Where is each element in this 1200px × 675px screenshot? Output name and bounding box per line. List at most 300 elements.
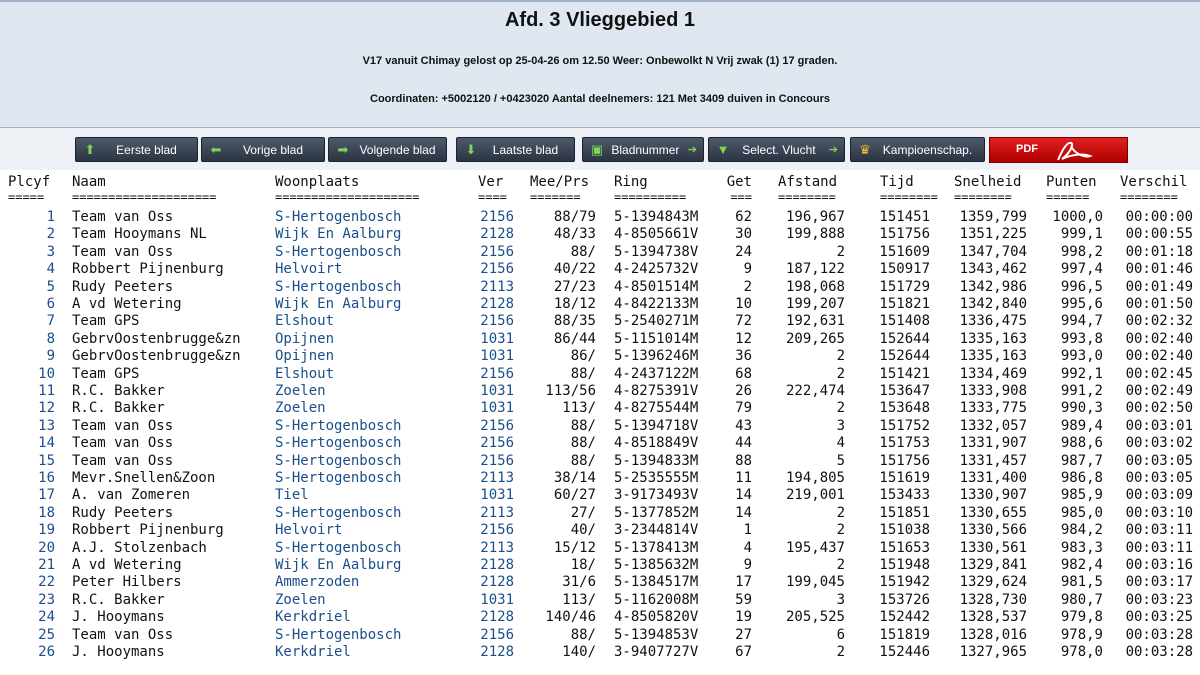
cell-residence: Kerkdriel (275, 609, 351, 626)
cell-name: Team Hooymans NL (72, 226, 207, 243)
header-name: ==================== (72, 190, 217, 204)
cell-residence: Ammerzoden (275, 574, 360, 591)
cell-points: 984,2 (1060, 522, 1103, 539)
cell-speed: 1342,986 (959, 278, 1027, 295)
header-speed: Snelheid (954, 174, 1022, 190)
cell-mee-prs: 113/56 (545, 383, 596, 399)
cell-place: 15 (38, 452, 55, 469)
cell-get: 11 (735, 470, 752, 486)
header-ver: Ver (478, 174, 504, 190)
table-row (0, 487, 1200, 504)
cell-time: 151821 (879, 296, 930, 312)
cell-name: Rudy Peeters (72, 278, 174, 295)
cell-ring: 5-1384517M (614, 574, 699, 591)
table-row (0, 557, 1200, 574)
cell-name: A vd Wetering (72, 296, 182, 312)
cell-speed: 1330,561 (959, 539, 1027, 556)
cell-difference: 00:03:11 (1125, 539, 1193, 556)
cell-mee-prs: 140/ (562, 644, 596, 660)
cell-distance: 222,474 (785, 383, 845, 399)
table-row (0, 209, 1200, 226)
cell-time: 153647 (879, 383, 930, 399)
arrow-up-icon: ⬆ (84, 141, 96, 157)
cell-residence: S-Hertogenbosch (275, 539, 402, 556)
cell-place: 17 (38, 487, 55, 504)
header-mee-prs: Mee/Prs (530, 174, 590, 190)
cell-get: 10 (735, 296, 752, 312)
arrow-down-icon: ⬇ (465, 141, 477, 157)
cell-name: J. Hooymans (72, 644, 165, 660)
cell-ring: 5-1394738V (614, 243, 699, 260)
cell-points: 995,6 (1060, 296, 1103, 312)
cell-distance: 2 (836, 557, 845, 573)
cell-distance: 2 (836, 522, 845, 539)
cell-ver: 1031 (480, 487, 514, 504)
arrow-right-icon: ➡ (337, 141, 349, 157)
header-difference: ======== (1120, 190, 1178, 204)
page-icon: ▣ (590, 141, 604, 157)
cell-place: 4 (46, 261, 55, 278)
cell-points: 994,7 (1060, 313, 1103, 330)
cell-mee-prs: 27/ (570, 504, 596, 521)
table-row (0, 400, 1200, 417)
cell-get: 27 (735, 626, 752, 643)
cell-ver: 1031 (480, 348, 514, 365)
cell-speed: 1329,841 (959, 557, 1027, 573)
table-row (0, 470, 1200, 487)
cell-ver: 1031 (480, 400, 514, 417)
next-page-button[interactable]: ➡ Volgende blad (328, 137, 447, 162)
cell-residence: S-Hertogenbosch (275, 278, 402, 295)
cell-ver: 1031 (480, 591, 514, 608)
cell-mee-prs: 27/23 (553, 278, 596, 295)
cell-mee-prs: 88/79 (553, 209, 596, 225)
header-get: === (730, 190, 752, 204)
cell-speed: 1331,457 (959, 452, 1027, 469)
cell-speed: 1342,840 (959, 296, 1027, 312)
cell-name: Rudy Peeters (72, 504, 174, 521)
cell-difference: 00:03:09 (1125, 487, 1193, 504)
navigation-toolbar (0, 128, 1200, 170)
cell-ring: 5-1378413M (614, 539, 699, 556)
cell-residence: Elshout (275, 365, 335, 382)
cell-ver: 2156 (480, 417, 514, 434)
cell-name: Team van Oss (72, 417, 174, 434)
cell-get: 19 (735, 609, 752, 626)
cell-distance: 2 (836, 365, 845, 382)
first-page-button[interactable]: ⬆ Eerste blad (75, 137, 198, 162)
cell-place: 13 (38, 417, 55, 434)
cell-mee-prs: 18/12 (553, 296, 596, 312)
table-row (0, 348, 1200, 365)
cell-time: 153648 (879, 400, 930, 417)
cell-get: 17 (735, 574, 752, 591)
cell-difference: 00:03:01 (1125, 417, 1193, 434)
cell-speed: 1347,704 (959, 243, 1027, 260)
table-row (0, 366, 1200, 383)
cell-speed: 1331,400 (959, 470, 1027, 486)
cell-difference: 00:00:00 (1125, 209, 1193, 225)
cell-mee-prs: 31/6 (562, 574, 596, 591)
cell-distance: 2 (836, 243, 845, 260)
cell-ring: 5-1385632M (614, 557, 699, 573)
header-get: Get (726, 174, 752, 190)
cell-get: 1 (743, 522, 752, 539)
cell-distance: 187,122 (785, 261, 845, 278)
cell-ring: 4-8505661V (614, 226, 699, 243)
cell-residence: S-Hertogenbosch (275, 417, 402, 434)
cell-name: Team van Oss (72, 209, 174, 225)
cell-get: 72 (735, 313, 752, 330)
cell-ring: 5-1394833M (614, 452, 699, 469)
cell-speed: 1331,907 (959, 435, 1027, 452)
table-row (0, 453, 1200, 470)
cell-speed: 1351,225 (959, 226, 1027, 243)
cell-place: 3 (46, 243, 55, 260)
cell-distance: 205,525 (785, 609, 845, 626)
cell-time: 151948 (879, 557, 930, 573)
cell-mee-prs: 88/35 (553, 313, 596, 330)
header-distance: ======== (778, 190, 836, 204)
cell-get: 67 (735, 644, 752, 660)
header-points: Punten (1046, 174, 1097, 190)
cell-speed: 1328,016 (959, 626, 1027, 643)
cell-speed: 1330,907 (959, 487, 1027, 504)
cell-speed: 1332,057 (959, 417, 1027, 434)
arrow-left-icon: ⬅ (210, 141, 222, 157)
cell-ver: 2128 (480, 644, 514, 660)
cell-difference: 00:03:02 (1125, 435, 1193, 452)
cell-speed: 1330,655 (959, 504, 1027, 521)
cell-mee-prs: 48/33 (553, 226, 596, 243)
cell-ring: 5-1151014M (614, 330, 699, 347)
cell-residence: S-Hertogenbosch (275, 452, 402, 469)
header-place: ===== (8, 190, 45, 204)
cell-name: Mevr.Snellen&Zoon (72, 470, 216, 486)
cell-points: 985,0 (1060, 504, 1103, 521)
cell-distance: 209,265 (785, 330, 845, 347)
coordinates-info: Coordinaten: +5002120 / +0423020 Aantal deelnemers: 121 Met 3409 duiven in Concours (370, 93, 830, 105)
cell-difference: 00:03:05 (1125, 452, 1193, 469)
cell-points: 987,7 (1060, 452, 1103, 469)
cell-difference: 00:01:18 (1125, 243, 1193, 260)
cell-mee-prs: 140/46 (545, 609, 596, 626)
cell-mee-prs: 86/ (570, 348, 596, 365)
cell-residence: Kerkdriel (275, 644, 351, 660)
header-mee-prs: ======= (530, 190, 581, 204)
cell-residence: S-Hertogenbosch (275, 435, 402, 452)
cell-distance: 194,805 (785, 470, 845, 486)
table-row (0, 244, 1200, 261)
cell-name: Team GPS (72, 313, 140, 330)
cell-ver: 2156 (480, 452, 514, 469)
cell-difference: 00:03:25 (1125, 609, 1193, 626)
cell-place: 23 (38, 591, 55, 608)
table-row (0, 261, 1200, 278)
table-row (0, 627, 1200, 644)
cell-name: Team van Oss (72, 435, 174, 452)
cell-difference: 00:03:23 (1125, 591, 1193, 608)
cell-ver: 2113 (480, 470, 514, 486)
cell-get: 2 (743, 278, 752, 295)
cell-residence: Zoelen (275, 591, 326, 608)
cell-time: 153433 (879, 487, 930, 504)
cell-ring: 4-8275544M (614, 400, 699, 417)
cell-difference: 00:03:16 (1125, 557, 1193, 573)
cell-place: 16 (38, 470, 55, 486)
header-ring: Ring (614, 174, 648, 190)
cell-difference: 00:03:28 (1125, 626, 1193, 643)
cell-ring: 3-2344814V (614, 522, 699, 539)
header-ver: ==== (478, 190, 507, 204)
cell-points: 979,8 (1060, 609, 1103, 626)
cell-difference: 00:02:32 (1125, 313, 1193, 330)
cell-speed: 1359,799 (959, 209, 1027, 225)
header-name: Naam (72, 174, 106, 190)
chevron-right-icon: ➔ (828, 144, 838, 156)
cell-speed: 1335,163 (959, 348, 1027, 365)
cell-residence: S-Hertogenbosch (275, 470, 402, 486)
cell-speed: 1335,163 (959, 330, 1027, 347)
cell-get: 59 (735, 591, 752, 608)
cell-time: 151752 (879, 417, 930, 434)
cell-distance: 195,437 (785, 539, 845, 556)
cell-difference: 00:03:10 (1125, 504, 1193, 521)
cell-ver: 2156 (480, 313, 514, 330)
cell-ring: 5-2535555M (614, 470, 699, 486)
cell-mee-prs: 60/27 (553, 487, 596, 504)
cell-get: 36 (735, 348, 752, 365)
table-row (0, 505, 1200, 522)
cell-ver: 2128 (480, 574, 514, 591)
cell-mee-prs: 88/ (570, 365, 596, 382)
cell-mee-prs: 40/22 (553, 261, 596, 278)
cell-ver: 2156 (480, 243, 514, 260)
cell-place: 24 (38, 609, 55, 626)
header-residence: Woonplaats (275, 174, 360, 190)
cell-name: R.C. Bakker (72, 383, 165, 399)
cell-name: GebrvOostenbrugge&zn (72, 348, 241, 365)
cell-get: 9 (743, 557, 752, 573)
cell-speed: 1330,566 (959, 522, 1027, 539)
cell-ver: 2113 (480, 278, 514, 295)
header-time: Tijd (880, 174, 914, 190)
cell-name: R.C. Bakker (72, 591, 165, 608)
cell-time: 150917 (879, 261, 930, 278)
select-icon: ▼ (716, 142, 730, 157)
cell-speed: 1328,730 (959, 591, 1027, 608)
table-row (0, 383, 1200, 400)
cell-place: 20 (38, 539, 55, 556)
cell-mee-prs: 86/44 (553, 330, 596, 347)
select-flight-button[interactable]: ▼ Select. Vlucht ➔ (708, 137, 845, 162)
cell-get: 30 (735, 226, 752, 243)
cell-time: 151753 (879, 435, 930, 452)
cell-get: 14 (735, 504, 752, 521)
cell-place: 18 (38, 504, 55, 521)
flight-info: V17 vanuit Chimay gelost op 25-04-26 om 12.50 Weer: Onbewolkt N Vrij zwak (1) 17 graden. (362, 55, 838, 67)
page-title: Afd. 3 Vlieggebied 1 (504, 9, 696, 31)
cell-distance: 196,967 (785, 209, 845, 225)
cell-mee-prs: 88/ (570, 626, 596, 643)
cell-speed: 1329,624 (959, 574, 1027, 591)
cell-points: 983,3 (1060, 539, 1103, 556)
cell-points: 978,0 (1060, 644, 1103, 660)
cell-points: 980,7 (1060, 591, 1103, 608)
cell-place: 2 (46, 226, 55, 243)
cell-points: 993,8 (1060, 330, 1103, 347)
table-row (0, 435, 1200, 452)
cell-mee-prs: 38/14 (553, 470, 596, 486)
championship-button[interactable]: ♛ Kampioenschap. (850, 137, 985, 162)
cell-time: 151421 (879, 365, 930, 382)
cell-points: 996,5 (1060, 278, 1103, 295)
cell-difference: 00:02:40 (1125, 348, 1193, 365)
cell-difference: 00:03:05 (1125, 470, 1193, 486)
table-row (0, 226, 1200, 243)
table-row (0, 296, 1200, 313)
cell-get: 24 (735, 243, 752, 260)
cell-residence: Zoelen (275, 383, 326, 399)
cell-time: 151038 (879, 522, 930, 539)
cell-points: 986,8 (1060, 470, 1103, 486)
previous-page-button[interactable]: ⬅ Vorige blad (201, 137, 325, 162)
cell-get: 26 (735, 383, 752, 399)
header-place: Plcyf (8, 174, 51, 190)
cell-speed: 1336,475 (959, 313, 1027, 330)
cell-get: 4 (743, 539, 752, 556)
cell-ring: 4-2425732V (614, 261, 699, 278)
cell-points: 999,1 (1060, 226, 1103, 243)
cell-name: Peter Hilbers (72, 574, 182, 591)
cell-get: 68 (735, 365, 752, 382)
cell-residence: Wijk En Aalburg (275, 296, 402, 312)
table-row (0, 574, 1200, 591)
cell-name: A. van Zomeren (72, 487, 191, 504)
cell-get: 43 (735, 417, 752, 434)
cell-place: 5 (46, 278, 55, 295)
cell-time: 151619 (879, 470, 930, 486)
cell-distance: 2 (836, 348, 845, 365)
cell-name: Robbert Pijnenburg (72, 522, 224, 539)
cell-time: 152644 (879, 348, 930, 365)
cell-get: 12 (735, 330, 752, 347)
cell-ring: 4-8501514M (614, 278, 699, 295)
cell-get: 44 (735, 435, 752, 452)
header-ring: ========== (614, 190, 687, 204)
cell-residence: S-Hertogenbosch (275, 243, 402, 260)
cell-name: Team van Oss (72, 452, 174, 469)
cell-name: GebrvOostenbrugge&zn (72, 330, 241, 347)
cell-mee-prs: 88/ (570, 435, 596, 452)
cell-speed: 1328,537 (959, 609, 1027, 626)
cell-time: 151408 (879, 313, 930, 330)
cell-mee-prs: 15/12 (553, 539, 596, 556)
chevron-right-icon: ➔ (687, 144, 697, 156)
cell-speed: 1343,462 (959, 261, 1027, 278)
cell-ver: 2156 (480, 626, 514, 643)
cell-residence: Opijnen (275, 348, 335, 365)
cell-place: 11 (38, 383, 55, 399)
cell-points: 997,4 (1060, 261, 1103, 278)
cell-distance: 4 (836, 435, 845, 452)
cell-residence: Elshout (275, 313, 335, 330)
last-page-button[interactable]: ⬇ Laatste blad (456, 137, 575, 162)
cell-distance: 2 (836, 504, 845, 521)
cell-points: 990,3 (1060, 400, 1103, 417)
cell-residence: S-Hertogenbosch (275, 626, 402, 643)
cell-distance: 3 (836, 591, 845, 608)
cell-name: A.J. Stolzenbach (72, 539, 207, 556)
cell-ring: 5-1394853V (614, 626, 699, 643)
cell-difference: 00:03:17 (1125, 574, 1193, 591)
cell-points: 985,9 (1060, 487, 1103, 504)
cell-speed: 1327,965 (959, 644, 1027, 660)
cell-time: 151729 (879, 278, 930, 295)
cell-ring: 5-1162008M (614, 591, 699, 608)
cell-name: Team van Oss (72, 626, 174, 643)
cell-mee-prs: 113/ (562, 591, 596, 608)
cell-ver: 2156 (480, 435, 514, 452)
cell-residence: Zoelen (275, 400, 326, 417)
table-row (0, 592, 1200, 609)
cell-place: 25 (38, 626, 55, 643)
cell-residence: Helvoirt (275, 261, 343, 278)
cell-get: 88 (735, 452, 752, 469)
cell-points: 988,6 (1060, 435, 1103, 452)
cell-place: 22 (38, 574, 55, 591)
cell-difference: 00:01:50 (1125, 296, 1193, 312)
cell-points: 993,0 (1060, 348, 1103, 365)
cell-ver: 2113 (480, 504, 514, 521)
pdf-icon (1054, 140, 1094, 162)
cell-place: 26 (38, 644, 55, 660)
table-row (0, 540, 1200, 557)
cell-distance: 199,888 (785, 226, 845, 243)
cell-place: 8 (46, 330, 55, 347)
cell-ver: 2128 (480, 609, 514, 626)
cell-ring: 5-2540271M (614, 313, 699, 330)
page-number-button[interactable]: ▣ Bladnummer ➔ (582, 137, 704, 162)
cell-ring: 5-1394843M (614, 209, 699, 225)
table-row (0, 609, 1200, 626)
cell-residence: Helvoirt (275, 522, 343, 539)
cell-get: 62 (735, 209, 752, 225)
pdf-button[interactable]: PDF (989, 137, 1128, 163)
cell-name: R.C. Bakker (72, 400, 165, 417)
cell-ring: 4-8275391V (614, 383, 699, 399)
cell-distance: 6 (836, 626, 845, 643)
cell-difference: 00:02:40 (1125, 330, 1193, 347)
cell-ver: 2156 (480, 261, 514, 278)
cell-ring: 4-8518849V (614, 435, 699, 452)
crown-icon: ♛ (859, 141, 871, 157)
cell-ver: 2156 (480, 365, 514, 382)
cell-ver: 1031 (480, 330, 514, 347)
cell-place: 7 (46, 313, 55, 330)
cell-distance: 192,631 (785, 313, 845, 330)
cell-distance: 2 (836, 644, 845, 660)
cell-time: 152644 (879, 330, 930, 347)
cell-speed: 1333,775 (959, 400, 1027, 417)
cell-points: 991,2 (1060, 383, 1103, 399)
cell-time: 152446 (879, 644, 930, 660)
cell-ring: 5-1396246M (614, 348, 699, 365)
cell-ver: 2128 (480, 296, 514, 312)
cell-residence: Wijk En Aalburg (275, 226, 402, 243)
cell-mee-prs: 88/ (570, 452, 596, 469)
header-residence: ==================== (275, 190, 420, 204)
